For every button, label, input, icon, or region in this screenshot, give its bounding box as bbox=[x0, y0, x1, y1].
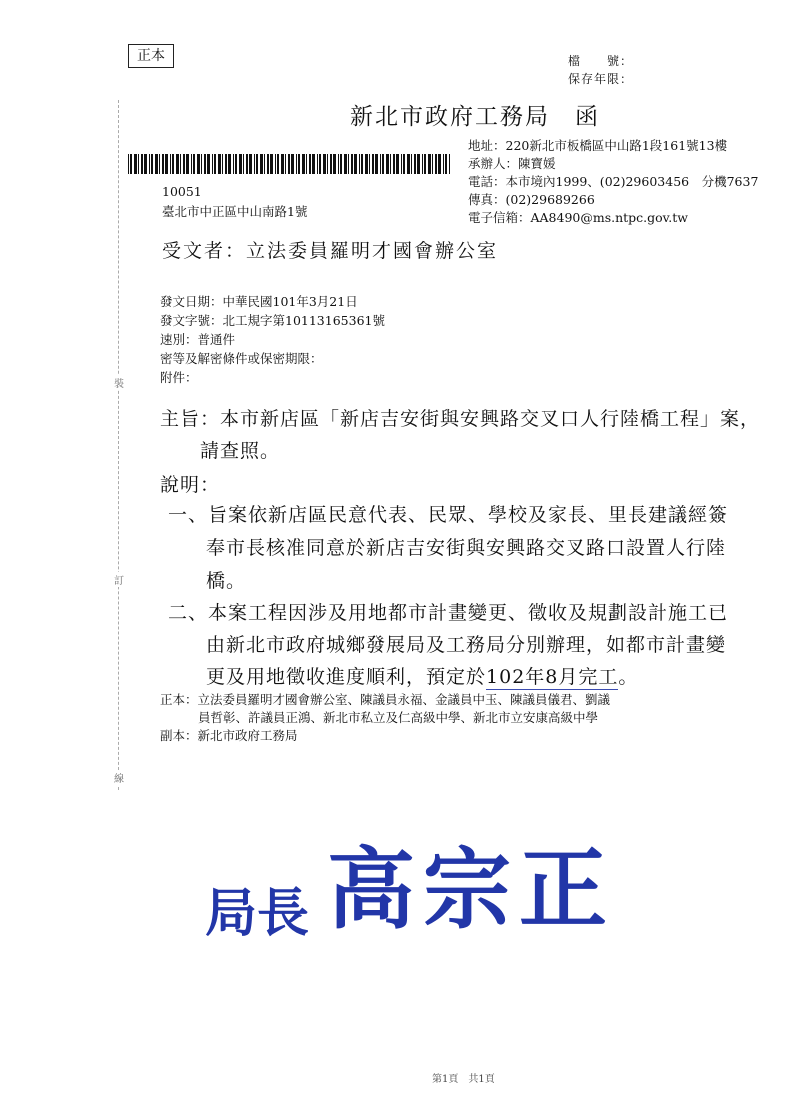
barcode-bar bbox=[375, 154, 378, 174]
barcode-bar bbox=[432, 154, 433, 174]
barcode-bar bbox=[170, 154, 171, 174]
barcode-bar bbox=[411, 154, 412, 174]
barcode-bar bbox=[401, 154, 402, 174]
barcode-bar bbox=[239, 154, 242, 174]
barcode-bar bbox=[372, 154, 374, 174]
recipient-postal-code: 10051 bbox=[162, 184, 202, 199]
barcode-bar bbox=[212, 154, 213, 174]
subject-line-2: 請查照。 bbox=[200, 440, 281, 462]
barcode-bar bbox=[204, 154, 206, 174]
explanation-label: 說明： bbox=[160, 474, 221, 496]
barcode-bar bbox=[207, 154, 210, 174]
retention-label: 保存年限： bbox=[568, 72, 634, 86]
barcode-bar bbox=[243, 154, 244, 174]
barcode-bar bbox=[201, 154, 202, 174]
barcode-bar bbox=[407, 154, 410, 174]
barcode-bar bbox=[333, 154, 336, 174]
barcode-bar bbox=[306, 154, 307, 174]
barcode-bar bbox=[380, 154, 381, 174]
item-1-line-3: 橋。 bbox=[206, 570, 247, 592]
barcode-bar bbox=[218, 154, 221, 174]
barcode-bar bbox=[128, 154, 129, 174]
barcode-bar bbox=[319, 154, 321, 174]
barcode-bar bbox=[449, 154, 450, 174]
issue-date: 發文日期：中華民國101年3月21日 bbox=[160, 294, 358, 309]
barcode-bar bbox=[354, 154, 357, 174]
barcode-bar bbox=[369, 154, 370, 174]
barcode-bar bbox=[382, 154, 384, 174]
barcode-bar bbox=[254, 154, 255, 174]
completion-date-highlight: 102年8月完工 bbox=[486, 666, 619, 688]
recipient: 受文者：立法委員羅明才國會辦公室 bbox=[162, 240, 499, 262]
barcode-bar bbox=[277, 154, 279, 174]
barcode-bar bbox=[424, 154, 426, 174]
barcode-bar bbox=[134, 154, 137, 174]
barcode-bar bbox=[359, 154, 360, 174]
item-2-line-3-end: 。 bbox=[618, 666, 639, 688]
margin-mark-line: 線 bbox=[114, 770, 124, 785]
barcode-bar bbox=[281, 154, 284, 174]
barcode-bar bbox=[285, 154, 286, 174]
original-stamp: 正本 bbox=[128, 44, 174, 68]
item-2-line-2: 由新北市政府城鄉發展局及工務局分別辦理，如都市計畫變 bbox=[206, 634, 727, 656]
barcode-bar bbox=[393, 154, 395, 174]
barcode-bar bbox=[183, 154, 185, 174]
barcode-bar bbox=[438, 154, 441, 174]
barcode-bar bbox=[386, 154, 389, 174]
barcode-bar bbox=[344, 154, 347, 174]
barcode-bar bbox=[267, 154, 269, 174]
barcode-bar bbox=[323, 154, 326, 174]
barcode-bar bbox=[330, 154, 332, 174]
barcode-bar bbox=[233, 154, 234, 174]
issue-number: 發文字號：北工規字第10113165361號 bbox=[160, 313, 385, 328]
barcode-bar bbox=[348, 154, 349, 174]
signature-name: 高宗正 bbox=[327, 837, 616, 941]
recipient-address: 臺北市中正區中山南路1號 bbox=[162, 204, 308, 219]
barcode-bar bbox=[445, 154, 447, 174]
barcode-bar bbox=[193, 154, 195, 174]
barcode-bar bbox=[165, 154, 168, 174]
barcode-bar bbox=[417, 154, 420, 174]
barcode-bar bbox=[159, 154, 160, 174]
barcode-bar bbox=[246, 154, 248, 174]
barcode-bar bbox=[365, 154, 368, 174]
barcode-bar bbox=[288, 154, 290, 174]
item-2-line-1: 二、本案工程因涉及用地都市計畫變更、徵收及規劃設計施工已 bbox=[168, 602, 729, 624]
barcode-bar bbox=[256, 154, 258, 174]
barcode-bar bbox=[228, 154, 231, 174]
document-title: 新北市政府工務局 函 bbox=[350, 104, 600, 130]
item-2-line-3-text: 更及用地徵收進度順利，預定於 bbox=[206, 666, 487, 688]
barcode-bar bbox=[138, 154, 139, 174]
barcode-bar bbox=[186, 154, 189, 174]
barcode-bar bbox=[291, 154, 294, 174]
item-1-line-1: 一、旨案依新店區民意代表、民眾、學校及家長、里長建議經簽 bbox=[168, 504, 729, 526]
file-number-label: 檔 號： bbox=[568, 54, 634, 68]
issue-speed: 速別：普通件 bbox=[160, 332, 236, 347]
binding-margin-line bbox=[118, 100, 119, 790]
barcode-bar bbox=[351, 154, 353, 174]
barcode-bar bbox=[144, 154, 147, 174]
original-recipients-line-2: 員哲彰、許議員正鴻、新北市私立及仁高級中學、新北市立安康高級中學 bbox=[198, 710, 599, 725]
barcode-bar bbox=[151, 154, 153, 174]
barcode-bar bbox=[298, 154, 300, 174]
barcode-bar bbox=[130, 154, 132, 174]
barcode-bar bbox=[340, 154, 342, 174]
barcode-bar bbox=[162, 154, 164, 174]
barcode-bar bbox=[270, 154, 273, 174]
item-2-line-3 bbox=[206, 662, 638, 689]
barcode-bar bbox=[361, 154, 363, 174]
barcode-bar bbox=[235, 154, 237, 174]
issue-secrecy: 密等及解密條件或保密期限： bbox=[160, 351, 323, 366]
barcode-bar bbox=[275, 154, 276, 174]
barcode-bar bbox=[338, 154, 339, 174]
barcode-bar bbox=[249, 154, 252, 174]
issue-attachment: 附件： bbox=[160, 370, 198, 385]
sender-fax: 傳真：(02)29689266 bbox=[468, 192, 595, 207]
barcode-bar bbox=[327, 154, 328, 174]
item-1-line-2: 奉市長核准同意於新店吉安街與安興路交叉路口設置人行陸 bbox=[206, 537, 727, 559]
barcode-bar bbox=[296, 154, 297, 174]
barcode-bar bbox=[149, 154, 150, 174]
sender-phone: 電話：本市境內1999、(02)29603456 分機7637 bbox=[468, 174, 759, 189]
barcode-bar bbox=[225, 154, 227, 174]
barcode-bar bbox=[141, 154, 143, 174]
margin-mark-staple: 訂 bbox=[114, 572, 124, 587]
barcode-bar bbox=[302, 154, 305, 174]
barcode-bar bbox=[317, 154, 318, 174]
sender-address: 地址：220新北市板橋區中山路1段161號13樓 bbox=[468, 138, 728, 153]
copy-recipients: 副本：新北市政府工務局 bbox=[160, 728, 298, 743]
barcode-bar bbox=[176, 154, 179, 174]
barcode-bar bbox=[172, 154, 174, 174]
subject-line-1: 主旨：本市新店區「新店吉安街與安興路交叉口人行陸橋工程」案， bbox=[160, 408, 761, 430]
barcode-bar bbox=[443, 154, 444, 174]
barcode-bar bbox=[180, 154, 181, 174]
original-recipients-line-1: 正本：立法委員羅明才國會辦公室、陳議員永福、金議員中玉、陳議員儀君、劉議 bbox=[160, 692, 611, 707]
barcode-bar bbox=[414, 154, 416, 174]
barcode-bar bbox=[155, 154, 158, 174]
barcode-bar bbox=[260, 154, 263, 174]
barcode-bar bbox=[390, 154, 391, 174]
sender-email: 電子信箱：AA8490@ms.ntpc.gov.tw bbox=[468, 210, 688, 225]
barcode-bar bbox=[422, 154, 423, 174]
barcode-bar bbox=[435, 154, 437, 174]
barcode-icon bbox=[128, 154, 450, 174]
barcode-bar bbox=[264, 154, 265, 174]
page-number: 第1頁 共1頁 bbox=[432, 1074, 495, 1085]
barcode-bar bbox=[403, 154, 405, 174]
margin-mark-bind: 裝 bbox=[114, 375, 124, 390]
barcode-bar bbox=[396, 154, 399, 174]
sender-handler: 承辦人：陳寶媛 bbox=[468, 156, 556, 171]
barcode-bar bbox=[197, 154, 200, 174]
barcode-bar bbox=[214, 154, 216, 174]
director-signature-stamp bbox=[205, 820, 615, 946]
barcode-bar bbox=[222, 154, 223, 174]
barcode-bar bbox=[191, 154, 192, 174]
barcode-bar bbox=[312, 154, 315, 174]
barcode-bar bbox=[428, 154, 431, 174]
signature-title: 局長 bbox=[205, 883, 310, 944]
barcode-bar bbox=[309, 154, 311, 174]
